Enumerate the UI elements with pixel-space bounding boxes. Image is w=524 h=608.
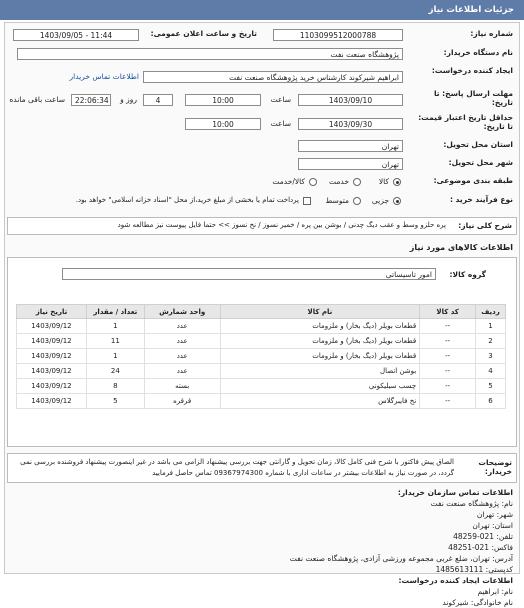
cell-code: -- [420,394,476,409]
cell-qty: 11 [86,334,144,349]
cell-name: قطعات بویلر (دیگ بخار) و ملزومات [220,319,420,334]
cell-unit: قرقره [144,394,220,409]
category-goods-label: کالا [378,177,389,186]
creator-label: ایجاد کننده درخواست: [431,66,513,75]
cell-unit: بسته [144,379,220,394]
category-both-label: کالا/خدمت [272,177,305,186]
cell-qty: 5 [86,394,144,409]
process-label: نوع فرآیند خرید : [449,195,513,204]
need-number-field[interactable]: 1103099512000788 [273,29,403,41]
province-field[interactable]: تهران [298,140,403,152]
contact-province: استان: تهران [472,521,513,530]
table-row[interactable] [17,334,506,349]
details-panel [4,22,520,607]
goods-group-field[interactable]: امور تاسیساتی [62,268,436,280]
cell-unit: عدد [144,334,220,349]
category-service-label: خدمت [329,177,349,186]
need-number-label: شماره نیاز: [470,29,513,38]
contact-phone: تلفن: 021-48259 [453,532,513,541]
contact-fax: فاکس: 021-48251 [448,543,513,552]
summary-text: پره حلزو وسط و عقب دیگ چدنی / بوشن بین پره / خمیر نسوز / نخ نسوز >> حتما فایل پیوست نیز مطالعه شود [117,221,446,229]
buyer-contact-link[interactable]: اطلاعات تماس خریدار [69,72,139,81]
cell-qty: 1 [86,349,144,364]
cell-unit: عدد [144,364,220,379]
category-goods-radio[interactable] [393,178,401,186]
treasury-checkbox[interactable] [303,197,311,205]
deadline-date-field[interactable]: 1403/09/10 [298,94,403,106]
creator-field[interactable]: ابراهیم شیرکوند کارشناس خرید پژوهشگاه صنعت نفت [143,71,403,83]
cell-code: -- [420,379,476,394]
summary-box [7,217,517,235]
cell-unit: عدد [144,319,220,334]
announce-label: تاریخ و ساعت اعلان عمومی: [150,29,257,38]
cell-code: -- [420,319,476,334]
process-medium-label: متوسط [325,196,349,205]
goods-box [7,257,517,447]
cell-name: قطعات بویلر (دیگ بخار) و ملزومات [220,349,420,364]
goods-table-header [17,305,506,319]
buyer-field[interactable]: پژوهشگاه صنعت نفت [17,48,403,60]
remaining-label: ساعت باقی مانده [9,95,65,104]
category-service-radio[interactable] [353,178,361,186]
cell-row: 5 [476,379,506,394]
remaining-field[interactable]: 22:06:34 [71,94,111,106]
cell-row: 4 [476,364,506,379]
deadline-time-label: ساعت [270,95,291,104]
category-label: طبقه بندی موضوعی: [433,176,513,185]
contact-block [133,487,513,608]
creator-info-title: اطلاعات ایجاد کننده درخواست: [398,576,513,585]
process-minor-label: جزیی [371,196,389,205]
col-name: نام کالا [220,305,420,319]
cell-qty: 1 [86,319,144,334]
notes-text: الصاق پیش فاکتور با شرح فنی کامل کالا، زمان تحویل و گارانتی جهت بررسی پیشنهاد الزامی می باشد در غیر اینصورت پیشنهاد فروشنده بررسی نمی گردد، در صورت نیاز به اطلاعات بیشتر در ساعات اداری با شماره 09367974300 تماس حاصل فرمایید [20,458,454,477]
cell-row: 3 [476,349,506,364]
announce-field[interactable]: 1403/09/05 - 11:44 [13,29,139,41]
table-row[interactable] [17,394,506,409]
table-row[interactable] [17,379,506,394]
validity-date-field[interactable]: 1403/09/30 [298,118,403,130]
col-code: کد کالا [420,305,476,319]
cell-date: 1403/09/12 [17,379,87,394]
province-label: استان محل تحویل: [443,140,513,149]
col-date: تاریخ نیاز [17,305,87,319]
contact-city: شهر: تهران [476,510,513,519]
notes-box [7,453,517,483]
contact-address: آدرس: تهران، ضلع غربی مجموعه ورزشی آزادی، پژوهشگاه صنعت نفت [289,554,513,563]
cell-code: -- [420,349,476,364]
table-row[interactable] [17,319,506,334]
cell-date: 1403/09/12 [17,349,87,364]
table-row[interactable] [17,349,506,364]
cell-date: 1403/09/12 [17,319,87,334]
treasury-note: پرداخت تمام یا بخشی از مبلغ خرید،از محل "اسناد خزانه اسلامی" خواهد بود. [75,196,299,204]
cell-name: بوشن اتصال [220,364,420,379]
cell-date: 1403/09/12 [17,334,87,349]
creator-last-name: نام خانوادگی: شیرکوند [442,598,513,607]
validity-label: حداقل تاریخ اعتبار قیمت: تا تاریخ: [418,113,513,131]
process-minor-radio[interactable] [393,197,401,205]
summary-label: شرح کلی نیاز: [458,221,512,230]
city-label: شهر محل تحویل: [448,158,513,167]
deadline-time-field[interactable]: 10:00 [185,94,261,106]
cell-row: 2 [476,334,506,349]
contact-name: نام: پژوهشگاه صنعت نفت [430,499,513,508]
buyer-label: نام دستگاه خریدار: [443,48,513,57]
notes-label: توضیحات خریدار: [478,458,512,476]
cell-row: 6 [476,394,506,409]
cell-date: 1403/09/12 [17,394,87,409]
col-qty: تعداد / مقدار [86,305,144,319]
col-row: ردیف [476,305,506,319]
cell-name: قطعات بویلر (دیگ بخار) و ملزومات [220,334,420,349]
contact-title: اطلاعات تماس سازمان خریدار: [397,488,513,497]
cell-qty: 8 [86,379,144,394]
table-row[interactable] [17,364,506,379]
deadline-label: مهلت ارسال پاسخ: تا تاریخ: [433,89,513,107]
page-title: جزئیات اطلاعات نیاز [0,0,524,20]
validity-time-field[interactable]: 10:00 [185,118,261,130]
days-field[interactable]: 4 [143,94,173,106]
cell-code: -- [420,334,476,349]
category-both-radio[interactable] [309,178,317,186]
city-field[interactable]: تهران [298,158,403,170]
days-label: روز و [120,95,137,104]
goods-group-label: گروه کالا: [449,270,486,279]
goods-section-title: اطلاعات کالاهای مورد نیاز [409,243,513,252]
cell-date: 1403/09/12 [17,364,87,379]
cell-name: نخ فایبرگلاس [220,394,420,409]
cell-unit: عدد [144,349,220,364]
cell-row: 1 [476,319,506,334]
cell-name: چسب سیلیکونی [220,379,420,394]
col-unit: واحد شمارش [144,305,220,319]
creator-first-name: نام: ابراهیم [477,587,513,596]
process-medium-radio[interactable] [353,197,361,205]
validity-time-label: ساعت [270,119,291,128]
cell-qty: 24 [86,364,144,379]
goods-table [16,304,506,409]
cell-code: -- [420,364,476,379]
contact-postal: کدپستی: 1485613111 [435,565,513,574]
